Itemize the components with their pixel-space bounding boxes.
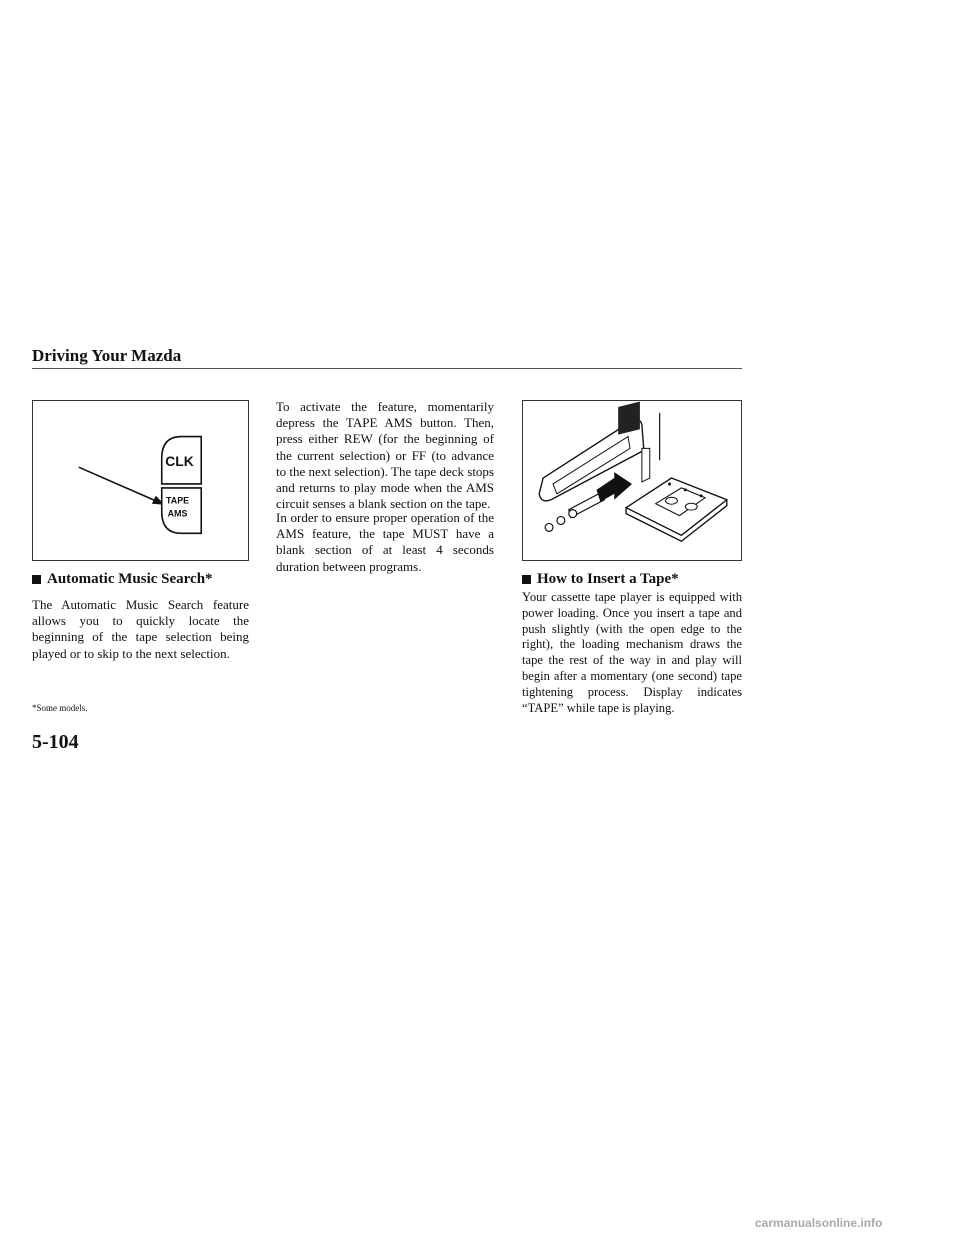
tape-insertion-illustration [522,400,742,561]
cassette-body [626,478,727,535]
watermark: carmanualsonline.info [755,1216,883,1230]
tape-label: TAPE [166,495,190,506]
cassette-reel-right [685,503,697,510]
ams-description: The Automatic Music Search feature allows you to quickly locate the beginning of the tape selection being played or to skip to the next selection. [32,597,249,661]
bullet-square-icon [522,575,531,584]
insert-tape-description: Your cassette tape player is equipped with power loading. Once you insert a tape and push slightly (with the open edge to the right), the loading mechanism draws the tape the rest of the way in and play will begin after a momentary (one second) tape tightening process. Display indicates “TAPE” while tape is playing. [522,590,742,715]
tape-deck-drawing [523,401,741,560]
cassette-reel-left [666,497,678,504]
cassette-hole [700,494,703,497]
section-header-title: Driving Your Mazda [32,346,182,365]
insert-direction-arrow-icon [596,472,632,502]
deck-panel [642,448,650,482]
cassette-hole [668,482,671,485]
insert-tape-heading [522,571,679,588]
deck-knob-2 [557,517,565,525]
ams-button-illustration [32,400,249,561]
ams-blank-section-note: In order to ensure proper operation of the AMS feature, the tape MUST have a blank section of at least 4 seconds duration between programs. [276,510,494,574]
deck-knob-1 [545,523,553,531]
bullet-square-icon [32,575,41,584]
clk-label: CLK [165,453,194,470]
ams-button-drawing [33,401,248,560]
ams-activation-instructions: To activate the feature, momentarily depress the TAPE AMS button. Then, press either REW (for the beginning of the current selection) or FF (to advance to the next selection). The tape deck stops and returns to play mode when the AMS circuit senses a blank section on the tape. [276,399,494,512]
pointer-line [79,467,158,502]
ams-heading-text: Automatic Music Search* [47,571,213,587]
page-number: 5-104 [32,731,79,753]
ams-section-heading [32,571,213,588]
insert-tape-heading-text: How to Insert a Tape* [537,571,679,587]
header-divider [32,368,742,369]
cassette-hole [684,488,687,491]
deck-knob-3 [569,510,577,518]
ams-label: AMS [167,508,188,519]
footnote: *Some models. [32,703,88,713]
eject-button [618,402,640,435]
